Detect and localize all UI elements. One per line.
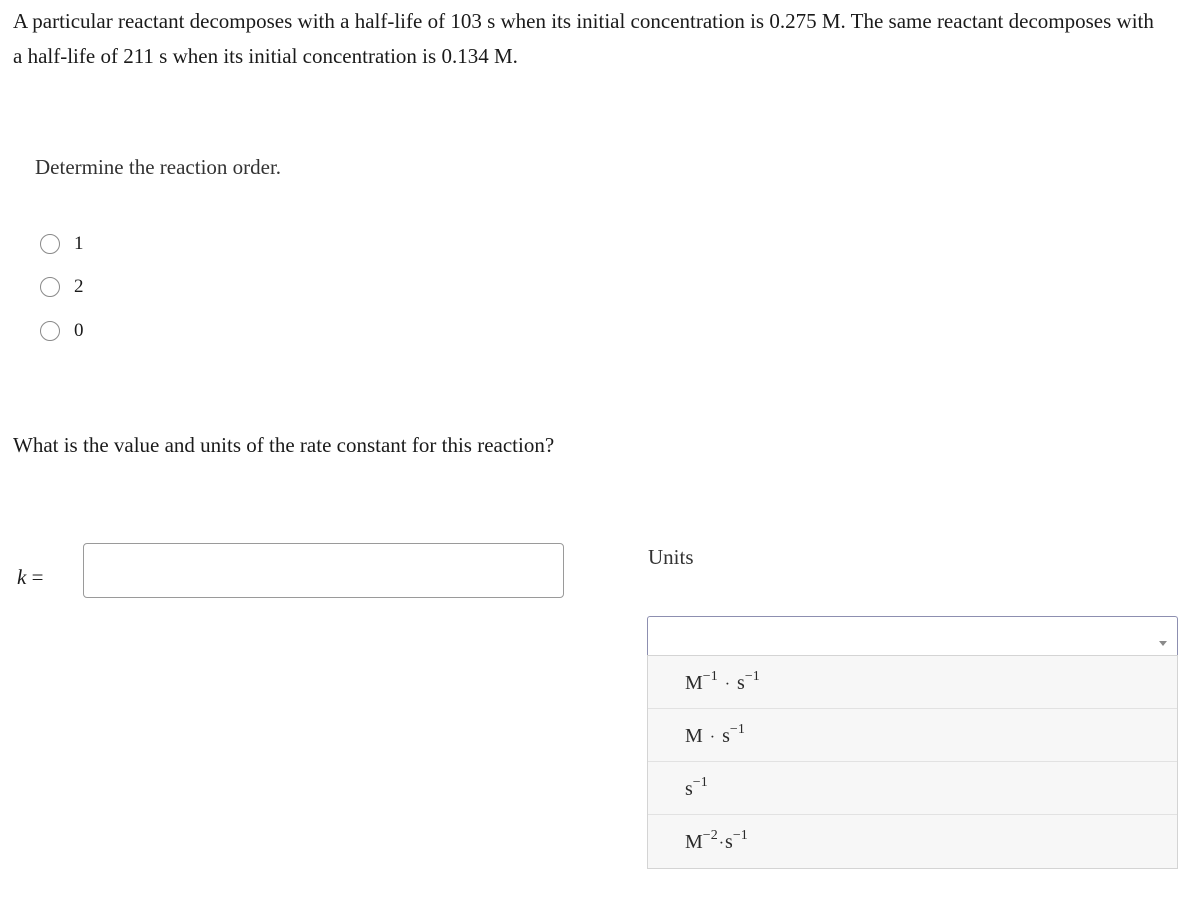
unit-expression: $s^{-1}$ [685, 775, 708, 800]
units-dropdown-list [647, 655, 1178, 869]
equals-sign: = [31, 565, 44, 589]
order-option-0[interactable] [40, 318, 84, 344]
units-label: Units [648, 545, 694, 569]
radio-button-icon[interactable] [40, 321, 60, 341]
unit-expression: $M \cdot s^{-1}$ [685, 722, 745, 747]
k-label [17, 562, 43, 592]
order-option-1[interactable] [40, 231, 84, 257]
units-select[interactable] [647, 616, 1178, 655]
k-symbol: k [17, 565, 27, 589]
radio-button-icon[interactable] [40, 277, 60, 297]
unit-expression: $M^{-2}\cdot s^{-1}$ [685, 828, 748, 853]
option-label: 2 [74, 276, 84, 297]
question-reaction-order: Determine the reaction order. [35, 155, 282, 179]
problem-statement: A particular reactant decomposes with a half-life of 103 s when its initial concentration is 0.275 M. The same reactant decomposes with a half-life of 211 s when its initial concentration is 0.134 M. [13, 9, 1154, 68]
unit-expression: $M^{-1} \cdot s^{-1}$ [685, 669, 760, 694]
question-rate-constant: What is the value and units of the rate constant for this reaction? [13, 433, 555, 457]
units-option-s-inv[interactable] [648, 762, 1177, 815]
units-option-m-inv2-s-inv[interactable] [648, 815, 1177, 868]
k-value-input[interactable] [83, 543, 564, 598]
units-option-m-inv-s-inv[interactable] [648, 656, 1177, 709]
chevron-down-icon [1159, 641, 1167, 646]
radio-button-icon[interactable] [40, 234, 60, 254]
option-label: 0 [74, 320, 84, 341]
units-option-m-s-inv[interactable] [648, 709, 1177, 762]
option-label: 1 [74, 233, 84, 254]
order-option-2[interactable] [40, 274, 84, 300]
